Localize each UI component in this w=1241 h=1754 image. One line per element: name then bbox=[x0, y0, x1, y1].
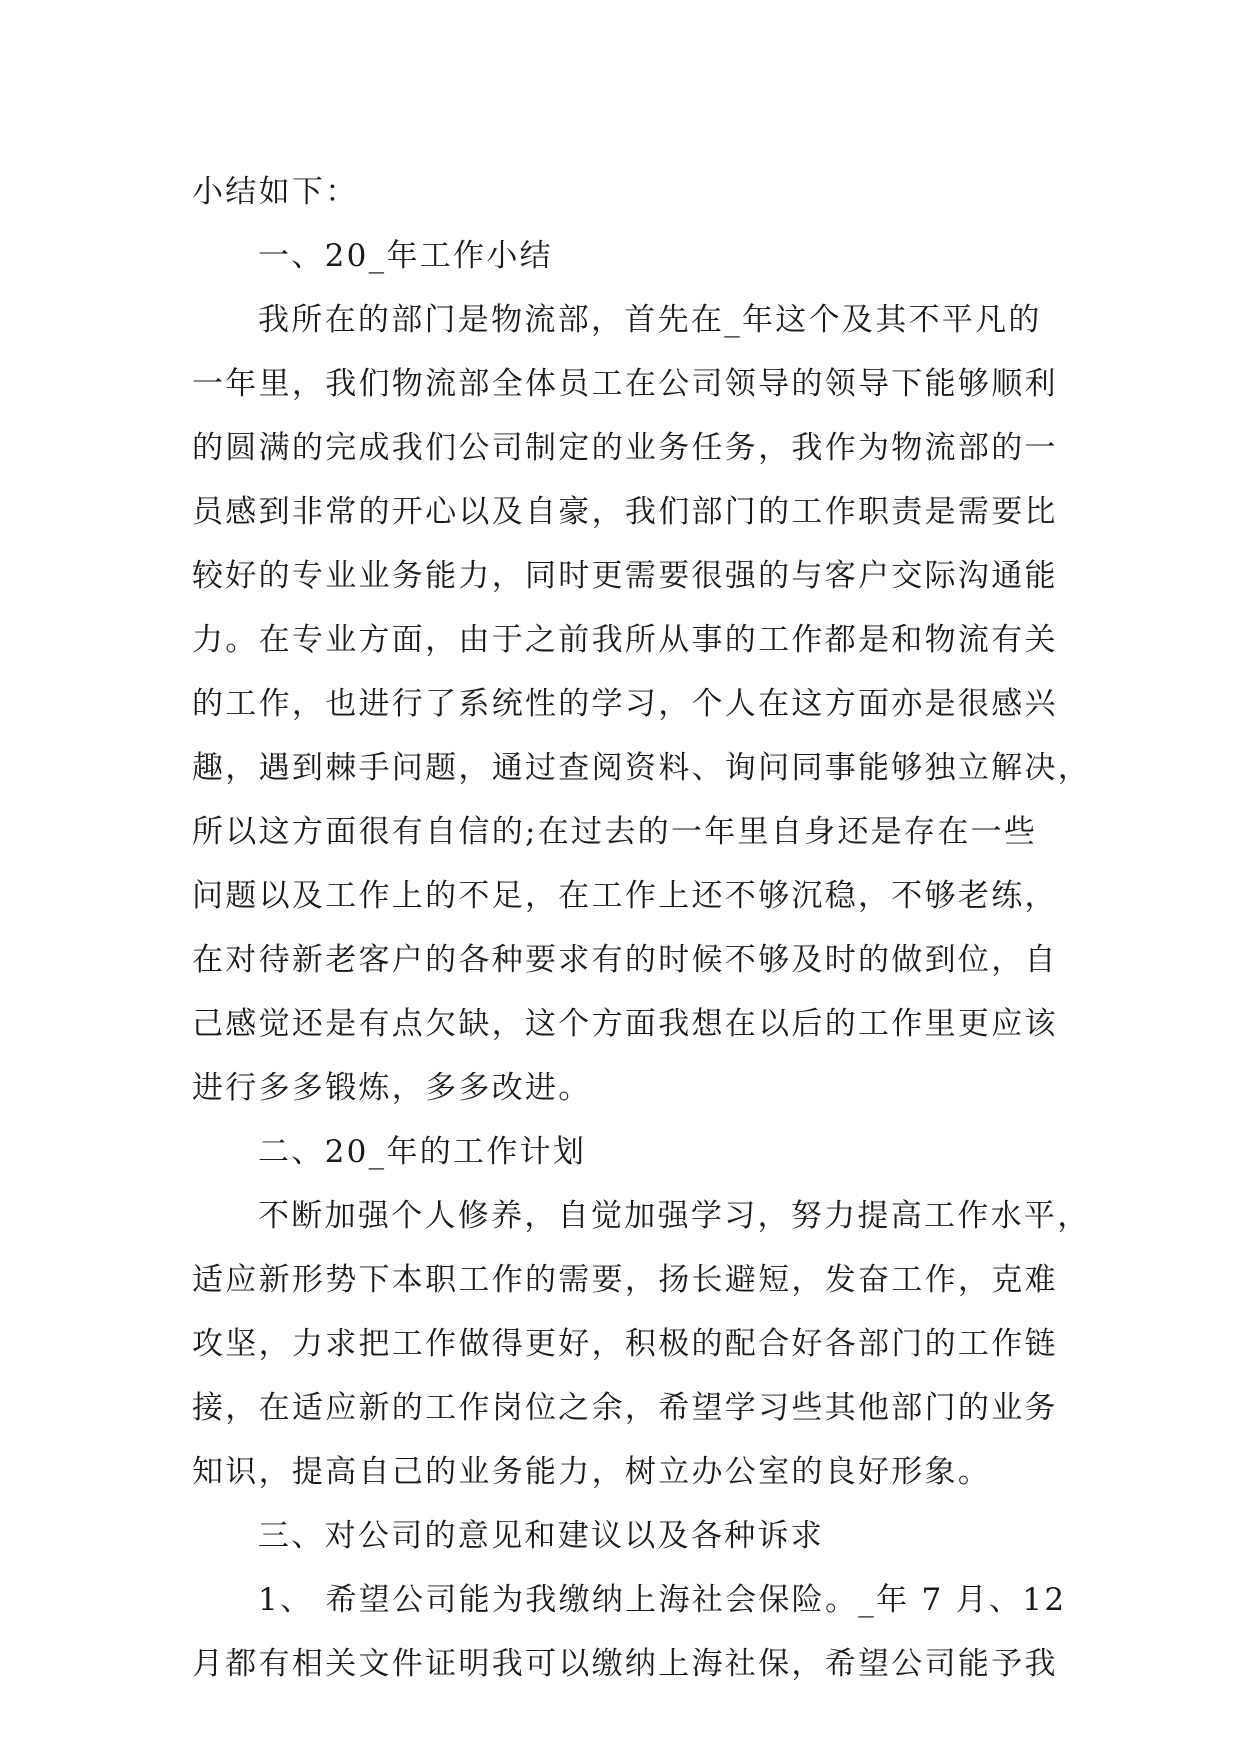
text-line: 趣，遇到棘手问题，通过查阅资料、询问同事能够独立解决， bbox=[192, 750, 1092, 786]
text-line: 问题以及工作上的不足，在工作上还不够沉稳，不够老练， bbox=[192, 878, 1058, 914]
text-line: 所以这方面很有自信的;在过去的一年里自身还是存在一些 bbox=[192, 814, 1038, 850]
section-heading: 三、对公司的意见和建议以及各种诉求 bbox=[258, 1518, 825, 1554]
document-body bbox=[192, 160, 1092, 1696]
text-line: 我所在的部门是物流部，首先在_年这个及其不平凡的 bbox=[258, 302, 1042, 338]
text-line: 一年里，我们物流部全体员工在公司领导的领导下能够顺利 bbox=[192, 366, 1058, 402]
text-line: 员感到非常的开心以及自豪，我们部门的工作职责是需要比 bbox=[192, 494, 1058, 530]
text-line: 力。在专业方面，由于之前我所从事的工作都是和物流有关 bbox=[192, 622, 1058, 658]
text-line: 攻坚，力求把工作做得更好，积极的配合好各部门的工作链 bbox=[192, 1326, 1058, 1362]
section-heading: 二、20_年的工作计划 bbox=[258, 1134, 587, 1170]
text-line: 的圆满的完成我们公司制定的业务任务，我作为物流部的一 bbox=[192, 430, 1058, 466]
text-line: 接，在适应新的工作岗位之余，希望学习些其他部门的业务 bbox=[192, 1390, 1058, 1426]
text-line: 在对待新老客户的各种要求有的时候不够及时的做到位，自 bbox=[192, 942, 1058, 978]
text-line: 月都有相关文件证明我可以缴纳上海社保，希望公司能予我 bbox=[192, 1646, 1058, 1682]
text-line: 不断加强个人修养，自觉加强学习，努力提高工作水平， bbox=[258, 1198, 1091, 1234]
list-item: 1、 希望公司能为我缴纳上海社会保险。_年 7 月、12 bbox=[258, 1582, 1067, 1618]
text-line: 进行多多锻炼，多多改进。 bbox=[192, 1070, 592, 1106]
text-line: 己感觉还是有点欠缺，这个方面我想在以后的工作里更应该 bbox=[192, 1006, 1058, 1042]
text-line: 知识，提高自己的业务能力，树立办公室的良好形象。 bbox=[192, 1454, 992, 1490]
text-line: 的工作，也进行了系统性的学习，个人在这方面亦是很感兴 bbox=[192, 686, 1058, 722]
text-line: 适应新形势下本职工作的需要，扬长避短，发奋工作，克难 bbox=[192, 1262, 1058, 1298]
section-heading: 一、20_年工作小结 bbox=[258, 238, 553, 274]
text-line: 小结如下： bbox=[192, 174, 359, 210]
text-line: 较好的专业业务能力，同时更需要很强的与客户交际沟通能 bbox=[192, 558, 1058, 594]
